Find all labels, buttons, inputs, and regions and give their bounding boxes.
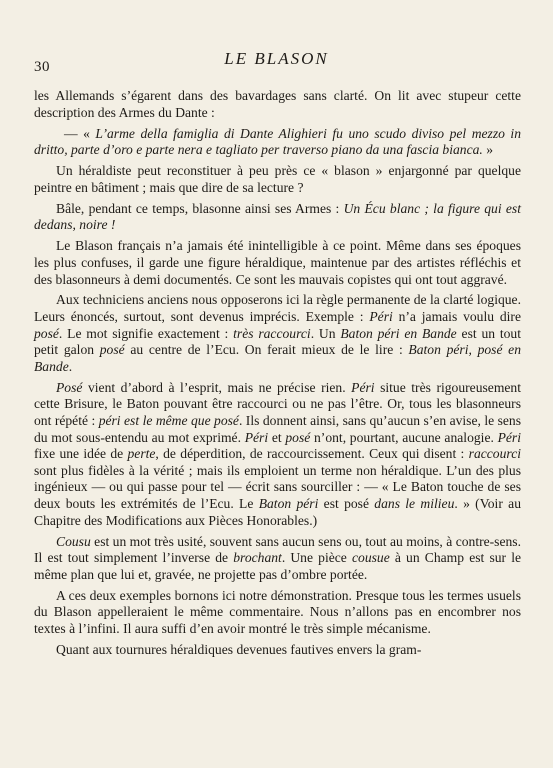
text-run: Aux techniciens anciens nous opposerons ici la règle permanente de la clarté logique. Leurs énoncés, surtout, sont devenus imprécis. Exemple : <box>34 292 521 325</box>
italic-run: péri est le même que posé <box>98 413 239 429</box>
text-run: . Une pièce <box>281 550 352 566</box>
text-run: à un Champ est sur le même plan que lui et, gravée, ne projette pas d’ombre portée. <box>34 550 522 582</box>
text-run: situe très rigoureusement cette Brisure, le Baton pouvant être raccourci ou ne pas l’être. Or, tous les blasonneurs ont répété : <box>34 379 521 429</box>
text-run: . » (Voir au Chapitre des Modifications aux Pièces Honorables.) <box>34 496 521 528</box>
text-run: au centre de l’Ecu. On ferait mieux de le lire : <box>124 342 409 358</box>
italic-run: cousue <box>351 550 390 566</box>
paragraph <box>34 534 521 584</box>
text-run: est un mot très usité, souvent sans aucun sens ou, tout au moins, à contre-sens. Il est tout simplement l’inverse de <box>34 533 521 566</box>
text-run: » <box>482 142 494 158</box>
italic-run: posé <box>34 325 59 341</box>
paragraph <box>34 201 521 234</box>
italic-run: Baton péri en Bande <box>340 325 457 341</box>
text-run: est un tout petit galon <box>34 325 522 358</box>
text-run: Quant aux tournures héraldiques devenues fautives envers la gram- <box>56 641 422 657</box>
paragraph <box>34 588 521 638</box>
text-run: et <box>268 429 286 445</box>
italic-run: perte <box>127 446 156 462</box>
text-run: est posé <box>318 496 375 511</box>
text-run: . Ils donnent ainsi, sans qu’aucun s’en avise, le sens du mot sous-entendu au mot exprimé. <box>34 413 522 445</box>
italic-run: Posé <box>56 379 83 395</box>
text-run: — « <box>64 125 96 141</box>
italic-run: Péri <box>369 309 393 325</box>
text-run: . Le mot signifie exactement : <box>58 325 234 341</box>
text-run: . Un <box>310 325 341 341</box>
paragraph <box>34 163 521 196</box>
text-run: Un héraldiste peut reconstituer à peu près ce « blason » enjargonné par quelque peintre en bâtiment ; mais que dire de sa lecture ? <box>34 163 521 195</box>
italic-run: Cousu <box>56 533 91 549</box>
page-number: 30 <box>34 59 50 75</box>
text-run: A ces deux exemples bornons ici notre démonstration. Presque tous les termes usuels du Blason appelleraient le même commentaire. Nous n’allons pas en encombrer nos textes à l’infini. Il aura suffi d’en avoir montré le très simple mécanisme. <box>34 587 521 636</box>
text-run: Bâle, pendant ce temps, blasonne ainsi ses Armes : <box>56 200 344 216</box>
paragraph-dante-quote <box>34 126 521 159</box>
italic-run: brochant <box>233 550 282 566</box>
text-run: sont plus fidèles à la vérité ; mais ils emploient un terme non héraldique. L’un des plus ingénieux — ou qui passe pour tel — écrit sans sourciller : — « Le Baton touche de ses deux bouts les extrémités de l’Ecu. Le <box>34 462 521 511</box>
text-run: fixe une idée de <box>34 446 128 462</box>
text-run: vient d’abord à l’esprit, mais ne précise rien. <box>82 379 352 395</box>
italic-run: L’arme della famiglia di Dante Alighieri fu uno scudo diviso pel mezzo in dritto, parte d’oro e parte nera e tagliato per traverso piano da una fascia bianca. <box>34 125 522 158</box>
text-run: les Allemands s’égarent dans des bavardages sans clarté. On lit avec stupeur cette description des Armes du Dante : <box>34 88 521 120</box>
italic-run: raccourci <box>468 446 521 462</box>
paragraph-continued <box>34 88 521 121</box>
body-text <box>34 88 521 663</box>
running-title: LE BLASON <box>224 49 329 68</box>
italic-run: Péri <box>351 379 375 395</box>
paragraph-last <box>34 642 521 659</box>
text-run: . <box>68 358 73 374</box>
italic-run: Péri <box>497 429 521 445</box>
text-run: n’ont, pourtant, aucune analogie. <box>310 429 498 445</box>
italic-run: Un Écu blanc ; la figure qui est dedans, noire ! <box>34 200 521 233</box>
italic-run: dans le milieu <box>374 496 455 511</box>
italic-run: Baton péri, posé en Bande <box>34 342 521 374</box>
text-run: n’a jamais voulu dire <box>392 309 521 325</box>
italic-run: Baton péri <box>258 496 319 511</box>
paragraph <box>34 380 521 529</box>
italic-run: très raccourci <box>233 325 311 341</box>
paragraph <box>34 292 521 375</box>
italic-run: Péri <box>244 429 269 445</box>
text-run: Le Blason français n’a jamais été inintelligible à ce point. Même dans ses époques les plus confuses, il garde une figure héraldique, maintenue par des artistes réfléchis et des blasonneurs à demi documentés. Ce sont les mauvais copistes qui ont tout aggravé. <box>34 238 521 287</box>
text-run: , de déperdition, de raccourcissement. Ceux qui disent : <box>155 446 469 462</box>
italic-run: posé <box>99 342 125 358</box>
paragraph <box>34 238 521 288</box>
italic-run: posé <box>285 429 311 445</box>
